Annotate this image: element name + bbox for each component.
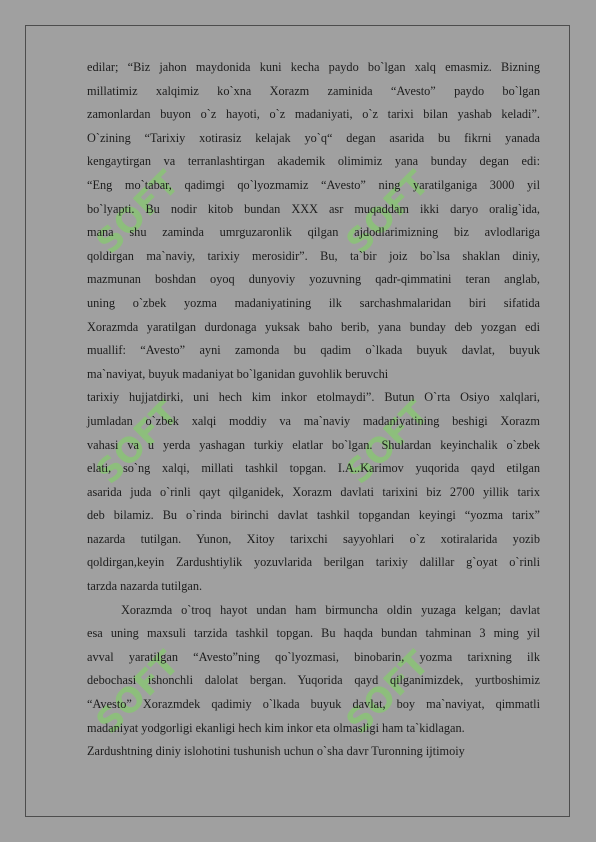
text-line: Xorazmda yaratilgan durdonaga yuksak baho berib, yana bunday deb yozgan edi [87,319,540,334]
text-line: Zardushtning diniy islohotini tushunish uchun o`sha davr Turonning ijtimoiy [87,744,465,759]
text-line: Xorazmda o`troq hayot undan ham birmuncha oldin yuzaga kelgan; davlat [121,602,540,617]
watermark-text: SOFT [338,163,438,263]
text-line: madaniyat yodgorligi ekanligi hech kim inkor eta olmasligi ham ta`kidlagan. [87,720,465,735]
text-line: deb bilamiz. Bu o`rinda birinchi davlat tashkil topgandan keyingi “yozma tarix” [87,508,540,523]
text-line: esa uning maxsuli tarzida tashkil topgan. Bu haqda bundan tahminan 3 ming yil [87,626,540,641]
body-text [87,56,540,764]
text-line: mana shu zaminda umrguzaronlik qilgan ajdodlarimizning biz avlodlariga [87,225,540,240]
watermark-text: SOFT [88,393,188,493]
text-line: bo`lyapti. Bu nodir kitob bundan XXX asr muqaddam ikki daryo oralig`ida, [87,201,540,216]
text-line: avval yaratilgan “Avesto”ning qo`lyozmasi, binobarin, yozma tarixning ilk [87,649,540,664]
text-line: nazarda tutilgan. Yunon, Xitoy tarixchi sayyohlari o`z xotiralarida yozib [87,531,540,546]
text-line: uning o`zbek yozma madaniyatining ilk sarchashmalaridan biri sifatida [87,295,540,310]
watermark-text: SOFT [338,393,438,493]
text-line: qoldirgan,keyin Zardushtiylik yozuvlarida berilgan tarixiy dalillar g`oyat o`rinli [87,555,540,570]
watermark-text: SOFT [88,163,188,263]
text-line: “Avesto” Xorazmdek qadimiy o`lkada buyuk davlat, boy ma`naviyat, qimmatli [87,697,540,712]
text-line: ma`naviyat, buyuk madaniyat bo`lganidan guvohlik beruvchi [87,366,389,381]
text-line: zamonlardan buyon o`z hayoti, o`z madaniyati, o`z tarixi bilan yashab keladi”. [87,107,540,122]
text-line: O`zining “Tarixiy xotirasiz kelajak yo`q“ degan asarida bu fikrni yanada [87,130,540,145]
text-line: asarida juda o`rinli qayt qilganidek, Xorazm davlati tarixini biz 2700 yillik tarix [87,484,540,499]
text-line: mazmunan boshdan oyoq dunyoviy yozuvning qadr-qimmatini teran anglab, [87,272,540,287]
text-line: kengaytirgan va terranlashtirgan akademik olimimiz yana bunday degan edi: [87,154,540,169]
text-line: tarzda nazarda tutilgan. [87,579,203,594]
text-line: vahasi va u yerda yashagan turkiy elatlar bo`lgan. Shulardan keyinchalik o`zbek [87,437,540,452]
text-line: qoldirgan ma`naviy, tarixiy merosidir”. Bu, ta`bir joiz bo`lsa shaklan diniy, [87,248,540,263]
text-line: muallif: “Avesto” ayni zamonda bu qadim o`lkada buyuk davlat, buyuk [87,343,540,358]
text-line: tarixiy hujjatdirki, uni hech kim inkor etolmaydi”. Butun O`rta Osiyo xalqlari, [87,390,540,405]
watermark-text: SOFT [88,643,188,743]
watermark-text: SOFT [338,643,438,743]
text-line: elati, so`ng xalqi, millati tashkil topgan. I.A..Karimov yuqorida qayd etilgan [87,461,540,476]
text-line: debochasi ishonchli dalolat bergan. Yuqorida qayd qilganimizdek, yurtboshimiz [87,673,540,688]
text-line: jumladan o`zbek xalqi moddiy va ma`naviy madaniyatining beshigi Xorazm [87,413,540,428]
text-line: edilar; “Biz jahon maydonida kuni kecha paydo bo`lgan xalq emasmiz. Bizning [87,60,540,74]
text-line: “Eng mo`tabar, qadimgi qo`lyozmamiz “Avesto” ning yaratilganiga 3000 yil [87,177,540,192]
text-line: millatimiz xalqimiz ko`xna Xorazm zaminida “Avesto” paydo bo`lgan [87,83,540,98]
